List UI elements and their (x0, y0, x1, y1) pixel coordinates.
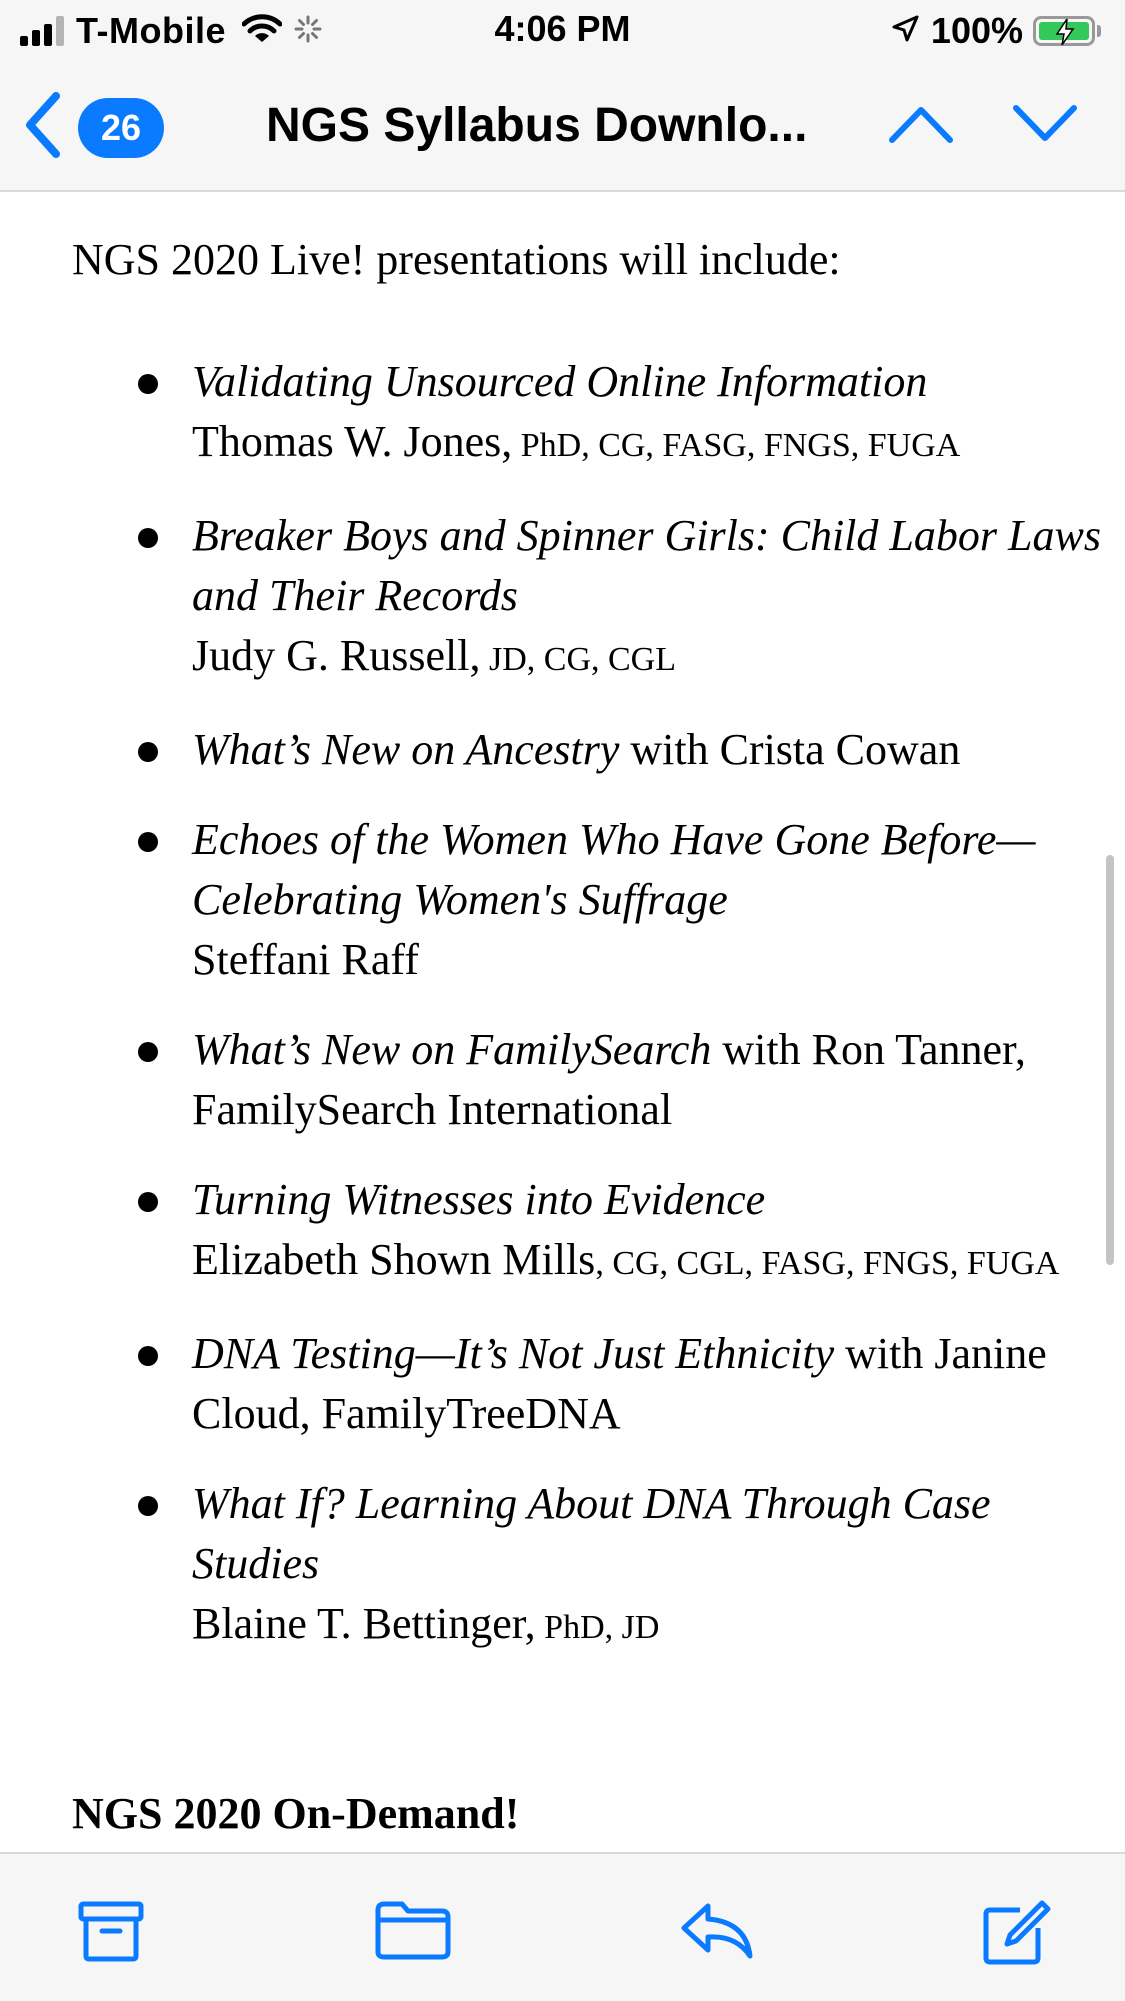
list-item (0, 1020, 1125, 1140)
presenter-credentials: JD, CG, CGL (480, 641, 677, 678)
email-subject-title: NGS Syllabus Downlo... (266, 99, 808, 152)
presenter-name: Elizabeth Shown Mills (192, 1235, 596, 1284)
battery-percent: 100% (930, 10, 1023, 51)
navigation-bar (0, 62, 1125, 192)
bullet (138, 374, 158, 394)
list-item (0, 1170, 1125, 1294)
intro-text: NGS 2020 Live! presentations will include: (72, 235, 841, 284)
reply-icon (680, 1949, 756, 1966)
compose-icon (982, 1953, 1052, 1970)
status-time: 4:06 PM (494, 8, 631, 49)
presenter-name: Steffani Raff (192, 935, 419, 984)
presentation-title: Echoes of the Women Who Have Gone Before—Celebrating Women's Suffrage (192, 815, 1036, 924)
bullet (138, 1346, 158, 1366)
carrier-name: T-Mobile (76, 10, 226, 51)
battery-charging-icon (1033, 16, 1095, 46)
presentation-title: Breaker Boys and Spinner Girls: Child Labor Laws and Their Records (192, 511, 1101, 620)
presentation-title: What If? Learning About DNA Through Case Studies (192, 1479, 991, 1588)
status-bar (0, 0, 1125, 62)
back-button[interactable] (22, 92, 164, 163)
bullet (138, 832, 158, 852)
archive-button[interactable] (78, 1900, 144, 1967)
bullet (138, 742, 158, 762)
presenter-name: Blaine T. Bettinger, (192, 1599, 536, 1648)
battery-cap (1097, 25, 1101, 37)
presentation-title: What’s New on Ancestry (192, 725, 620, 774)
presentation-title: Validating Unsourced Online Information (192, 357, 928, 406)
presentation-list (0, 352, 1125, 1688)
list-item (0, 352, 1125, 476)
bottom-toolbar (0, 1852, 1125, 2001)
message-body[interactable] (0, 192, 1125, 1852)
folder-icon (374, 1947, 452, 1964)
bullet (138, 1042, 158, 1062)
presenter-name: with Janine Cloud, FamilyTreeDNA (192, 1329, 1047, 1438)
chevron-left-icon (22, 92, 64, 163)
chevron-up-icon (888, 133, 954, 150)
list-item (0, 720, 1125, 780)
bullet (138, 1192, 158, 1212)
presentation-title: Turning Witnesses into Evidence (192, 1175, 766, 1224)
move-to-folder-button[interactable] (374, 1900, 452, 1965)
previous-message-button[interactable] (888, 102, 954, 151)
bullet (138, 528, 158, 548)
scroll-indicator[interactable] (1106, 855, 1114, 1265)
archive-icon (78, 1949, 144, 1966)
presentation-title: DNA Testing—It’s Not Just Ethnicity (192, 1329, 835, 1378)
compose-button[interactable] (982, 1900, 1052, 1971)
chevron-down-icon (1012, 133, 1078, 150)
status-right (891, 8, 1101, 54)
presenter-credentials: , CG, CGL, FASG, FNGS, FUGA (595, 1245, 1060, 1282)
presenter-name: Judy G. Russell, (192, 631, 481, 680)
presenter-credentials: PhD, JD (535, 1609, 660, 1646)
presentation-title: What’s New on FamilySearch (192, 1025, 712, 1074)
next-message-button[interactable] (1012, 102, 1078, 151)
list-item (0, 1474, 1125, 1658)
bullet (138, 1496, 158, 1516)
presenter-name: Thomas W. Jones, (192, 417, 513, 466)
list-item (0, 506, 1125, 690)
presenter-credentials: PhD, CG, FASG, FNGS, FUGA (512, 427, 961, 464)
location-arrow-icon (891, 15, 919, 48)
presenter-name: with Crista Cowan (619, 725, 961, 774)
section-heading: NGS 2020 On-Demand! (72, 1789, 520, 1838)
list-item (0, 810, 1125, 990)
reply-button[interactable] (680, 1900, 756, 1967)
list-item (0, 1324, 1125, 1444)
unread-count-badge: 26 (78, 98, 164, 158)
presenter-name: with Ron Tanner, FamilySearch International (192, 1025, 1026, 1134)
